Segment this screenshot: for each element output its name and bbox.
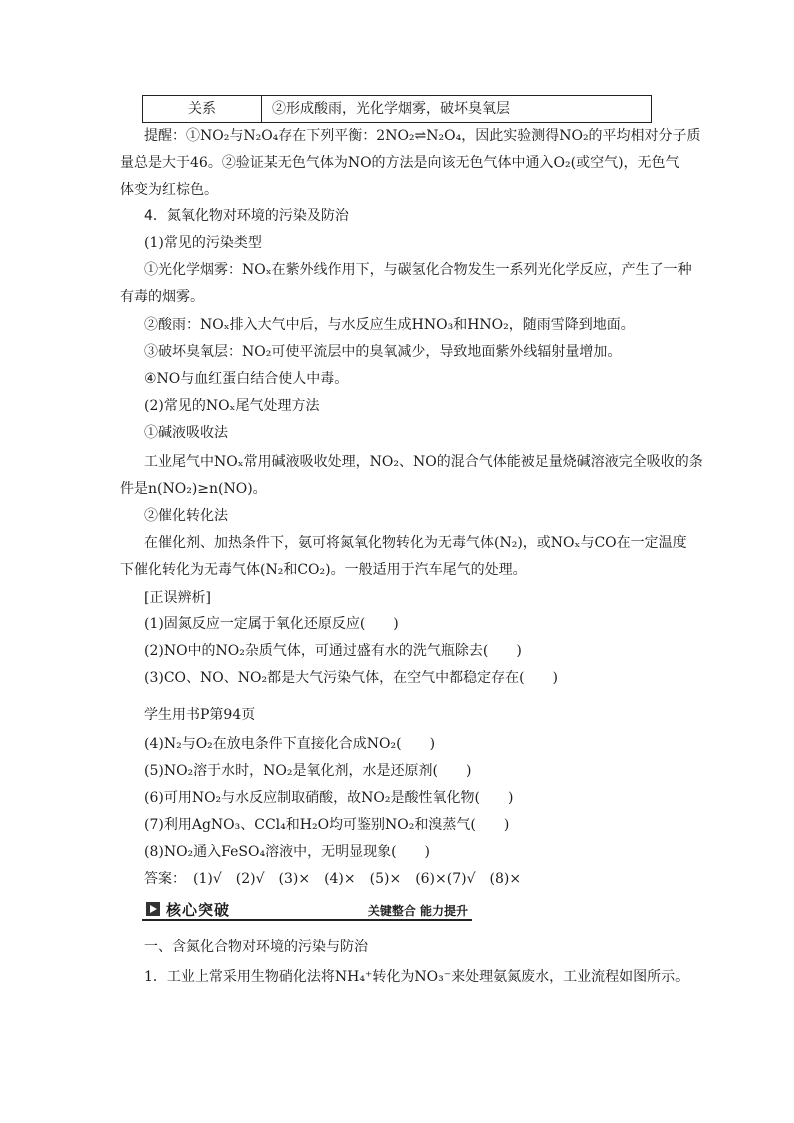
table-key-cell: 关系 [143,96,262,123]
quiz-item-5: (5)NO₂溶于水时，NO₂是氧化剂，水是还原剂( ) [144,763,472,779]
tip-line-3: 体变为红棕色。 [120,182,218,198]
answer-line: 答案： (1)√ (2)√ (3)× (4)× (5)× (6)×(7)√ (8)× [144,871,522,887]
tip-line-1: 提醒：①NO₂与N₂O₄存在下列平衡：2NO₂⇌N₂O₄，因此实验测得NO₂的平均相对分子质 [144,128,701,144]
section-heading-4: 4．氮氧化物对环境的污染及防治 [144,208,349,224]
problem-item-1: 1．工业上常采用生物硝化法将NH₄⁺转化为NO₃⁻来处理氨氮废水，工业流程如图所示。 [144,969,690,985]
smog-line-2: 有毒的烟雾。 [120,289,204,305]
banner-underline [142,919,472,921]
quiz-item-8: (8)NO₂通入FeSO₄溶液中，无明显现象( ) [144,844,431,860]
table-row [143,96,652,123]
alkali-method-title: ①碱液吸收法 [144,425,228,441]
core-breakthrough-banner [142,901,472,921]
quiz-item-4: (4)N₂与O₂在放电条件下直接化合成NO₂( ) [144,736,436,752]
table-value-cell: ②形成酸雨，光化学烟雾，破坏臭氧层 [262,96,652,123]
hemoglobin-line: ④NO与血红蛋白结合使人中毒。 [144,371,349,387]
section-heading-one: 一、含氮化合物对环境的污染与防治 [144,939,368,955]
quiz-item-6: (6)可用NO₂与水反应制取硝酸，故NO₂是酸性氧化物( ) [144,790,514,806]
quiz-item-3: (3)CO、NO、NO₂都是大气污染气体，在空气中都稳定存在( ) [144,670,559,686]
quiz-item-1: (1)固氮反应一定属于氧化还原反应( ) [144,616,399,632]
quiz-item-2: (2)NO中的NO₂杂质气体，可通过盛有水的洗气瓶除去( ) [144,643,522,659]
banner-subtitle: 关键整合 能力提升 [367,904,468,918]
correction-heading: [正误辨析] [144,590,211,606]
relation-table [142,95,652,123]
catalytic-method-title: ②催化转化法 [144,508,228,524]
play-triangle-icon [146,902,160,916]
smog-line-1: ①光化学烟雾：NOₓ在紫外线作用下，与碳氢化合物发生一系列光化学反应，产生了一种 [144,262,692,278]
subheading-pollution-types: (1)常见的污染类型 [144,235,262,251]
banner-title: 核心突破 [166,901,231,919]
catalytic-line-1: 在催化剂、加热条件下，氨可将氮氧化物转化为无毒气体(N₂)，或NOₓ与CO在一定温度 [144,535,687,551]
ozone-line: ③破坏臭氧层：NO₂可使平流层中的臭氧减少，导致地面紫外线辐射量增加。 [144,344,622,360]
alkali-line-2: 件是n(NO₂)≥n(NO)。 [120,481,267,497]
subheading-treatment: (2)常见的NOₓ尾气处理方法 [144,398,320,414]
acid-rain-line: ②酸雨：NOₓ排入大气中后，与水反应生成HNO₃和HNO₂，随雨雪降到地面。 [144,317,635,333]
page-reference: 学生用书P第94页 [144,707,256,723]
catalytic-line-2: 下催化转化为无毒气体(N₂和CO₂)。一般适用于汽车尾气的处理。 [120,562,527,578]
quiz-item-7: (7)利用AgNO₃、CCl₄和H₂O均可鉴别NO₂和溴蒸气( ) [144,817,510,833]
alkali-line-1: 工业尾气中NOₓ常用碱液吸收处理，NO₂、NO的混合气体能被足量烧碱溶液完全吸收的条 [144,454,703,470]
tip-line-2: 量总是大于46。②验证某无色气体为NO的方法是向该无色气体中通入O₂(或空气)，无色气 [120,155,680,171]
